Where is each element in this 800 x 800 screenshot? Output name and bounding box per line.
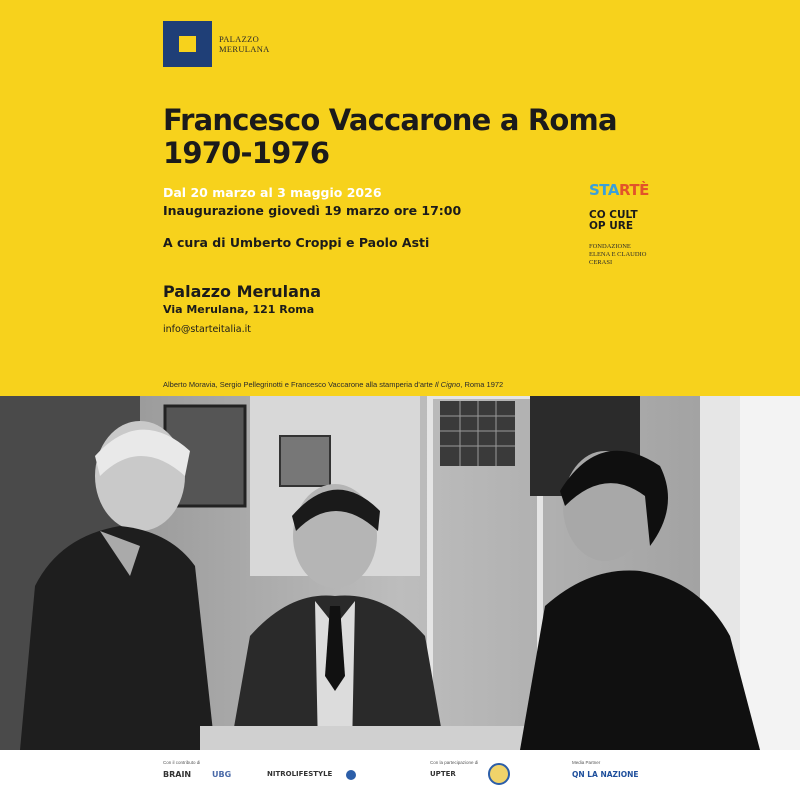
photo-caption xyxy=(163,380,503,389)
fondazione-line-1: FONDAZIONE xyxy=(589,243,631,250)
sponsor-upter-logo: UPTER xyxy=(430,770,456,778)
caption-suffix: , Roma 1972 xyxy=(460,380,504,389)
palazzo-merulana-logo xyxy=(163,21,270,67)
exhibition-title xyxy=(163,104,617,170)
sponsor-ubg-logo: UBG xyxy=(212,770,232,779)
logo-square-icon xyxy=(163,21,212,67)
partecipazione-label: Con la partecipazione di xyxy=(430,760,479,765)
coop-culture-logo xyxy=(589,210,638,232)
sponsor-globe-icon xyxy=(346,770,356,780)
title-line-2: 1970-1976 xyxy=(163,136,330,170)
opening-date: Inaugurazione giovedì 19 marzo ore 17:00 xyxy=(163,203,462,218)
caption-text: Alberto Moravia, Sergio Pellegrinotti e Francesco Vaccarone alla stamperia d'arte xyxy=(163,380,435,389)
title-line-1: Francesco Vaccarone a Roma xyxy=(163,103,617,137)
starte-logo-part-1: STA xyxy=(589,181,619,199)
venue-name: Palazzo Merulana xyxy=(163,282,322,301)
coop-line-1: CO CULT xyxy=(589,209,638,221)
photo-illustration xyxy=(0,396,800,750)
sponsor-footer xyxy=(0,750,800,800)
sponsor-nitrolifestyle-logo: NITROLIFESTYLE xyxy=(267,770,333,778)
sponsor-brain-logo: BRAIN xyxy=(163,770,192,779)
contact-email[interactable]: info@starteitalia.it xyxy=(163,324,251,335)
fondazione-line-3: CERASI xyxy=(589,259,613,266)
black-white-photograph xyxy=(0,396,800,750)
curators: A cura di Umberto Croppi e Paolo Asti xyxy=(163,235,430,250)
sponsor-la-nazione-logo: QN LA NAZIONE xyxy=(572,770,639,779)
yellow-header-panel xyxy=(0,0,800,396)
coop-line-2: OP URE xyxy=(589,220,634,232)
media-partner-label: Media Partner xyxy=(572,760,601,765)
contributo-label: Con il contributo di xyxy=(163,760,201,765)
fondazione-cerasi-logo xyxy=(589,243,646,267)
exhibition-dates: Dal 20 marzo al 3 maggio 2026 xyxy=(163,185,382,200)
venue-address: Via Merulana, 121 Roma xyxy=(163,303,315,316)
logo-line-2: MERULANA xyxy=(219,44,270,54)
logo-text xyxy=(219,34,270,54)
starte-logo-part-2: RTÈ xyxy=(618,181,649,199)
logo-line-1: PALAZZO xyxy=(219,34,260,44)
date-block xyxy=(163,184,461,220)
caption-italic: Il Cigno xyxy=(434,380,461,389)
starte-logo xyxy=(589,181,649,199)
sponsor-seal-icon xyxy=(488,763,510,785)
fondazione-line-2: ELENA E CLAUDIO xyxy=(589,251,647,258)
